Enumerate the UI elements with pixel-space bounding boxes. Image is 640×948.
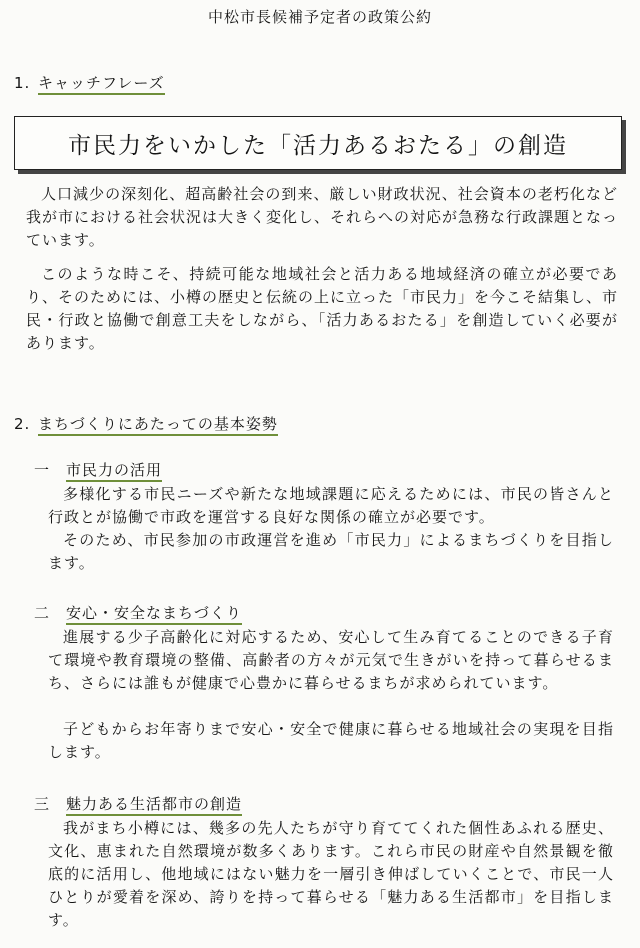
section-1-label: キャッチフレーズ — [38, 74, 165, 95]
policy-item-3-label: 魅力ある生活都市の創造 — [66, 795, 242, 816]
policy-item-2-label: 安心・安全なまちづくり — [66, 604, 242, 625]
section-2-heading — [14, 413, 278, 434]
policy-item-3-kanji: 三 — [34, 795, 51, 813]
section-1-paragraph-1: 人口減少の深刻化、超高齢社会の到来、厳しい財政状況、社会資本の老朽化など我が市における社会状況は大きく変化し、それらへの対応が急務な行政課題となっています。 — [26, 185, 619, 249]
policy-item-3-paragraph-1: 我がまち小樽には、幾多の先人たちが守り育ててくれた個性あふれる歴史、文化、恵まれた自然環境が数多くあります。これら市民の財産や自然景観を徹底的に活用し、他地域にはない魅力を一層引き伸ばしていくことで、市民一人ひとりが愛着を深め、誇りを持って暮らせる「魅力ある生活都市」を目指します。 — [48, 819, 614, 929]
policy-item-1-label: 市民力の活用 — [66, 461, 162, 482]
policy-item-2-paragraph-1: 進展する少子高齢化に対応するため、安心して生み育てることのできる子育て環境や教育環境の整備、高齢者の方々が元気で生きがいを持って暮らせるまち、さらには誰もが健康で心豊かに暮らせるまちが求められています。 — [48, 628, 614, 692]
slogan-text: 市民力をいかした「活力あるおたる」の創造 — [68, 132, 568, 159]
policy-item-1-kanji: 一 — [34, 461, 51, 479]
section-1-number: 1. — [14, 74, 31, 92]
policy-item-2-paragraph-2: 子どもからお年寄りまで安心・安全で健康に暮らせる地域社会の実現を目指します。 — [48, 720, 614, 761]
section-2-number: 2. — [14, 415, 31, 433]
policy-item-1-paragraph-1: 多様化する市民ニーズや新たな地域課題に応えるためには、市民の皆さんと行政とが協働で市政を運営する良好な関係の確立が必要です。 — [48, 485, 614, 526]
policy-item-2-kanji: 二 — [34, 604, 51, 622]
section-1-heading — [14, 72, 165, 93]
policy-item-3-heading — [34, 793, 242, 814]
policy-item-1-heading — [34, 459, 162, 480]
policy-item-2-heading — [34, 602, 242, 623]
section-1-paragraph-2: このような時こそ、持続可能な地域社会と活力ある地域経済の確立が必要であり、そのためには、小樽の歴史と伝統の上に立った「市民力」を今こそ結集し、市民・行政と協働で創意工夫をしながら、「活力あるおたる」を創造していく必要があります。 — [26, 265, 619, 352]
document-title: 中松市長候補予定者の政策公約 — [207, 8, 432, 26]
policy-item-1-paragraph-2: そのため、市民参加の市政運営を進め「市民力」によるまちづくりを目指します。 — [48, 531, 614, 572]
slogan-box — [14, 116, 622, 170]
section-2-label: まちづくりにあたっての基本姿勢 — [38, 415, 278, 436]
